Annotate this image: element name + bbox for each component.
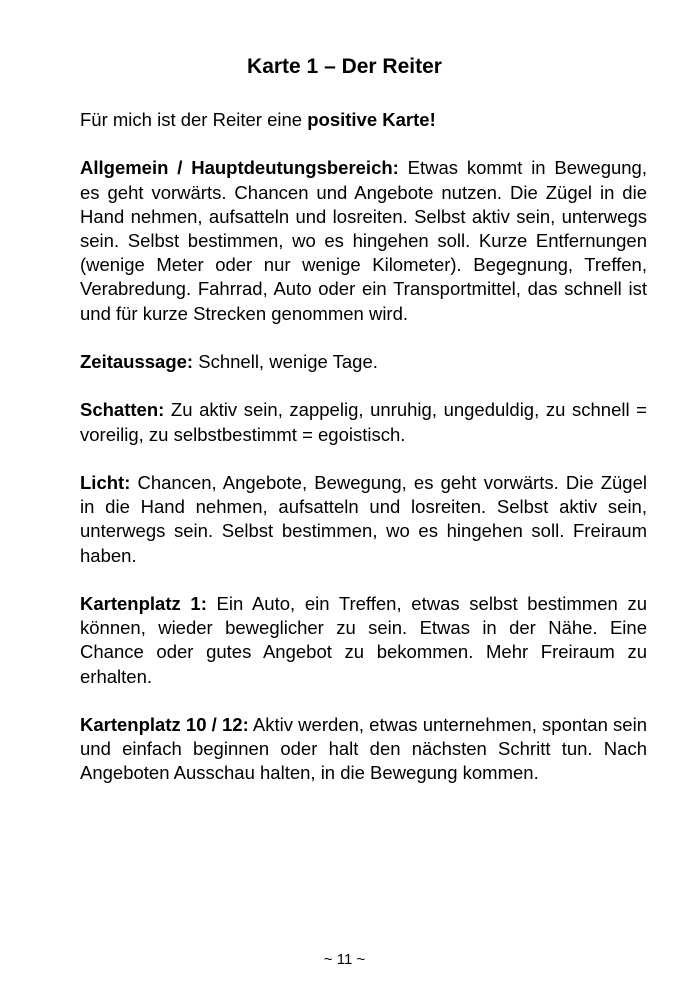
- section-text: Schnell, wenige Tage.: [193, 351, 378, 372]
- section-label: Kartenplatz 1:: [80, 592, 207, 614]
- page-title: Karte 1 – Der Reiter: [247, 55, 442, 78]
- section-text: Aktiv werden, etwas unternehmen, spontan sein und einfach beginnen oder halt den nächsten Schritt tun. Nach Angeboten Ausschau halten, in die Bewegung kommen.: [80, 713, 647, 784]
- section-label: Zeitaussage:: [80, 351, 194, 372]
- section-card-position-1: [80, 592, 647, 689]
- section-text: Ein Auto, ein Treffen, etwas selbst bestimmen zu können, wieder beweglicher zu sein. Etwas in der Nähe. Eine Chance oder gutes Angebot zu bekommen. Mehr Freiraum zu erhalten.: [80, 592, 647, 687]
- section-text: Zu aktiv sein, zappelig, unruhig, ungeduldig, zu schnell = voreilig, zu selbstbestimmt = egoistisch.: [80, 399, 647, 445]
- section-text: Etwas kommt in Bewegung, es geht vorwärts. Chancen und Angebote nutzen. Die Zügel in die Hand nehmen, aufsatteln und losreiten. Selbst aktiv sein, unterwegs sein. Selbst bestimmen, wo es hingehen soll. Kurze Entfernungen (wenige Meter oder nur wenige Kilometer). Begegnung, Treffen, Verabredung. Fahrrad, Auto oder ein Transportmittel, das schnell ist und für kurze Strecken genommen wird.: [80, 157, 647, 324]
- section-label: Kartenplatz 10 / 12:: [80, 713, 249, 735]
- section-text: Chancen, Angebote, Bewegung, es geht vorwärts. Die Zügel in die Hand nehmen, aufsatteln und losreiten. Selbst aktiv sein, unterwegs sein. Selbst bestimmen, wo es hingehen soll. Freiraum haben.: [80, 471, 647, 566]
- intro-text: Für mich ist der Reiter eine: [80, 109, 308, 130]
- intro-paragraph: [80, 108, 647, 132]
- section-label: Licht:: [80, 471, 131, 493]
- document-body: [80, 108, 647, 810]
- section-time: [80, 350, 647, 374]
- intro-emphasis: positive Karte!: [307, 109, 436, 130]
- section-shadow: [80, 398, 647, 446]
- section-light: [80, 471, 647, 568]
- section-card-position-10-12: [80, 713, 647, 786]
- section-label: Schatten:: [80, 399, 165, 421]
- section-label: Allgemein / Hauptdeutungsbereich:: [80, 157, 399, 179]
- section-general: [80, 156, 647, 325]
- page-number: ~ 11 ~: [323, 951, 366, 968]
